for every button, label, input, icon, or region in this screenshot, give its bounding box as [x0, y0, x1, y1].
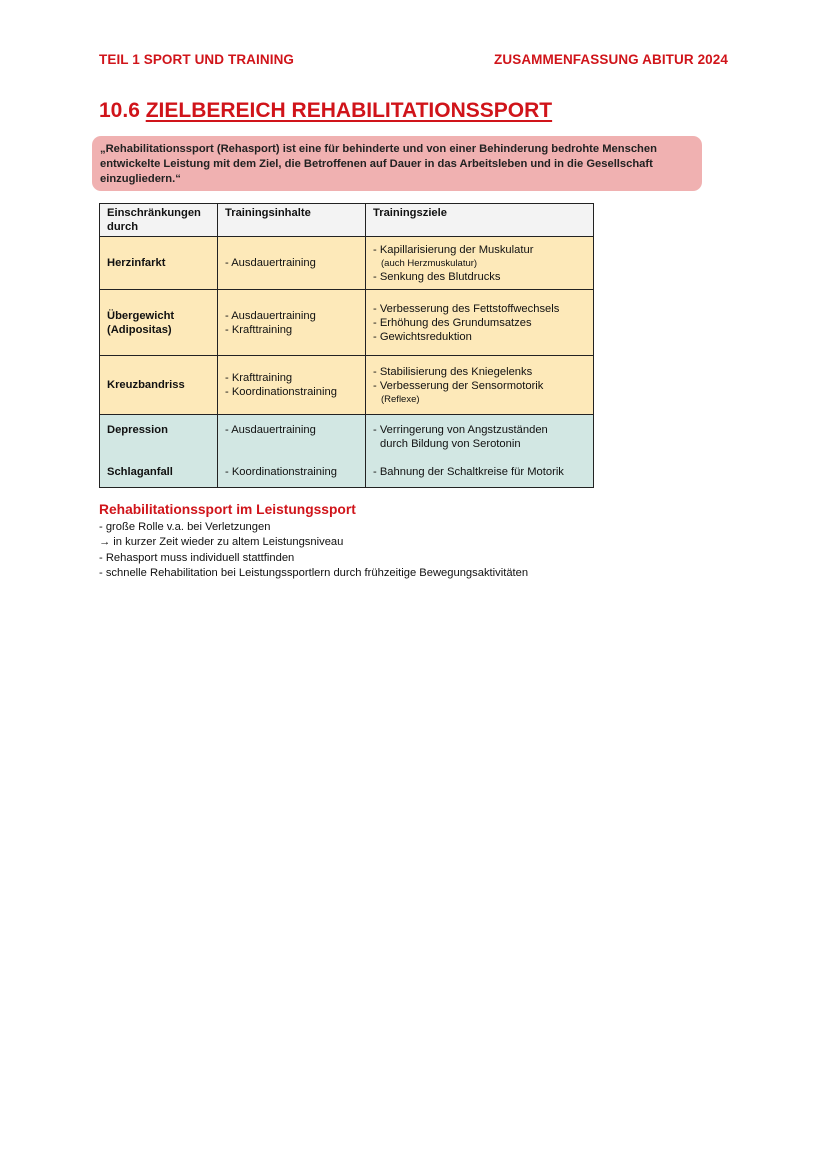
goal-item: - Erhöhung des Grundumsatzes: [373, 316, 532, 329]
table-row: [100, 237, 594, 290]
goals-cell: [366, 237, 594, 290]
header-training-goals: Trainingsziele: [366, 204, 594, 237]
content-item: - Koordinationstraining: [225, 466, 337, 478]
condition-cell: Kreuzbandriss: [100, 356, 218, 415]
table-row: [100, 290, 594, 356]
section-notes: [99, 520, 528, 581]
goal-note: (Reflexe): [381, 393, 420, 405]
note-item: → in kurzer Zeit wieder zu altem Leistungsniveau: [99, 536, 344, 549]
table-row: [100, 415, 594, 488]
goal-item: - Verbesserung der Sensormotorik: [373, 379, 544, 392]
condition-cell: [100, 290, 218, 356]
goals-cell: [366, 415, 594, 488]
section-title: Rehabilitationssport im Leistungssport: [99, 502, 356, 517]
content-cell: [218, 415, 366, 488]
page-title: [99, 99, 552, 123]
definition-box: „Rehabilitationssport (Rehasport) ist eine für behinderte und von einer Behinderung bedrohte Menschen entwickelte Leistung mit dem Ziel, die Betroffenen auf Dauer in das Arbeitsleben und in die Gesellschaft einzugliedern.“: [92, 136, 702, 191]
goal-item: durch Bildung von Serotonin: [380, 438, 521, 450]
header-right: ZUSAMMENFASSUNG ABITUR 2024: [494, 52, 728, 67]
content-cell: [218, 356, 366, 415]
header-training-content: Trainingsinhalte: [218, 204, 366, 237]
goal-item: - Verringerung von Angstzuständen: [373, 424, 548, 436]
note-item: - große Rolle v.a. bei Verletzungen: [99, 521, 271, 533]
table-row: [100, 356, 594, 415]
content-item: - Krafttraining: [225, 323, 293, 336]
condition-cell: Herzinfarkt: [100, 237, 218, 290]
note-item: - schnelle Rehabilitation bei Leistungssportlern durch frühzeitige Bewegungsaktivitäten: [99, 566, 529, 579]
title-number: 10.6: [99, 99, 140, 122]
content-cell: [218, 237, 366, 290]
goal-note: (auch Herzmuskulatur): [381, 257, 478, 269]
goals-cell: [366, 356, 594, 415]
goal-item: - Senkung des Blutdrucks: [373, 270, 501, 283]
goal-item: - Gewichtsreduktion: [373, 330, 472, 343]
rehab-table: [99, 203, 594, 488]
condition-name: Übergewicht: [107, 309, 175, 322]
header-left: TEIL 1 SPORT UND TRAINING: [99, 52, 295, 67]
condition-name: Depression: [107, 424, 168, 436]
title-text: ZIELBEREICH REHABILITATIONSSPORT: [145, 99, 553, 122]
table-header-row: [100, 204, 594, 237]
header-restrictions: Einschränkungen durch: [100, 204, 218, 237]
content-item: - Krafttraining: [225, 372, 293, 384]
content-item: - Ausdauertraining: [225, 257, 316, 269]
note-item: - Rehasport muss individuell stattfinden: [99, 551, 295, 564]
goals-cell: [366, 290, 594, 356]
condition-name: Schlaganfall: [107, 466, 173, 478]
content-item: - Ausdauertraining: [225, 309, 316, 322]
condition-name: (Adipositas): [107, 323, 172, 336]
goal-item: - Stabilisierung des Kniegelenks: [373, 365, 533, 378]
content-cell: [218, 290, 366, 356]
goal-item: - Bahnung der Schaltkreise für Motorik: [373, 466, 564, 478]
goal-item: - Verbesserung des Fettstoffwechsels: [373, 302, 560, 315]
content-item: - Ausdauertraining: [225, 424, 316, 436]
goal-item: - Kapillarisierung der Muskulatur: [373, 243, 534, 256]
content-item: - Koordinationstraining: [225, 386, 337, 398]
condition-cell: [100, 415, 218, 488]
